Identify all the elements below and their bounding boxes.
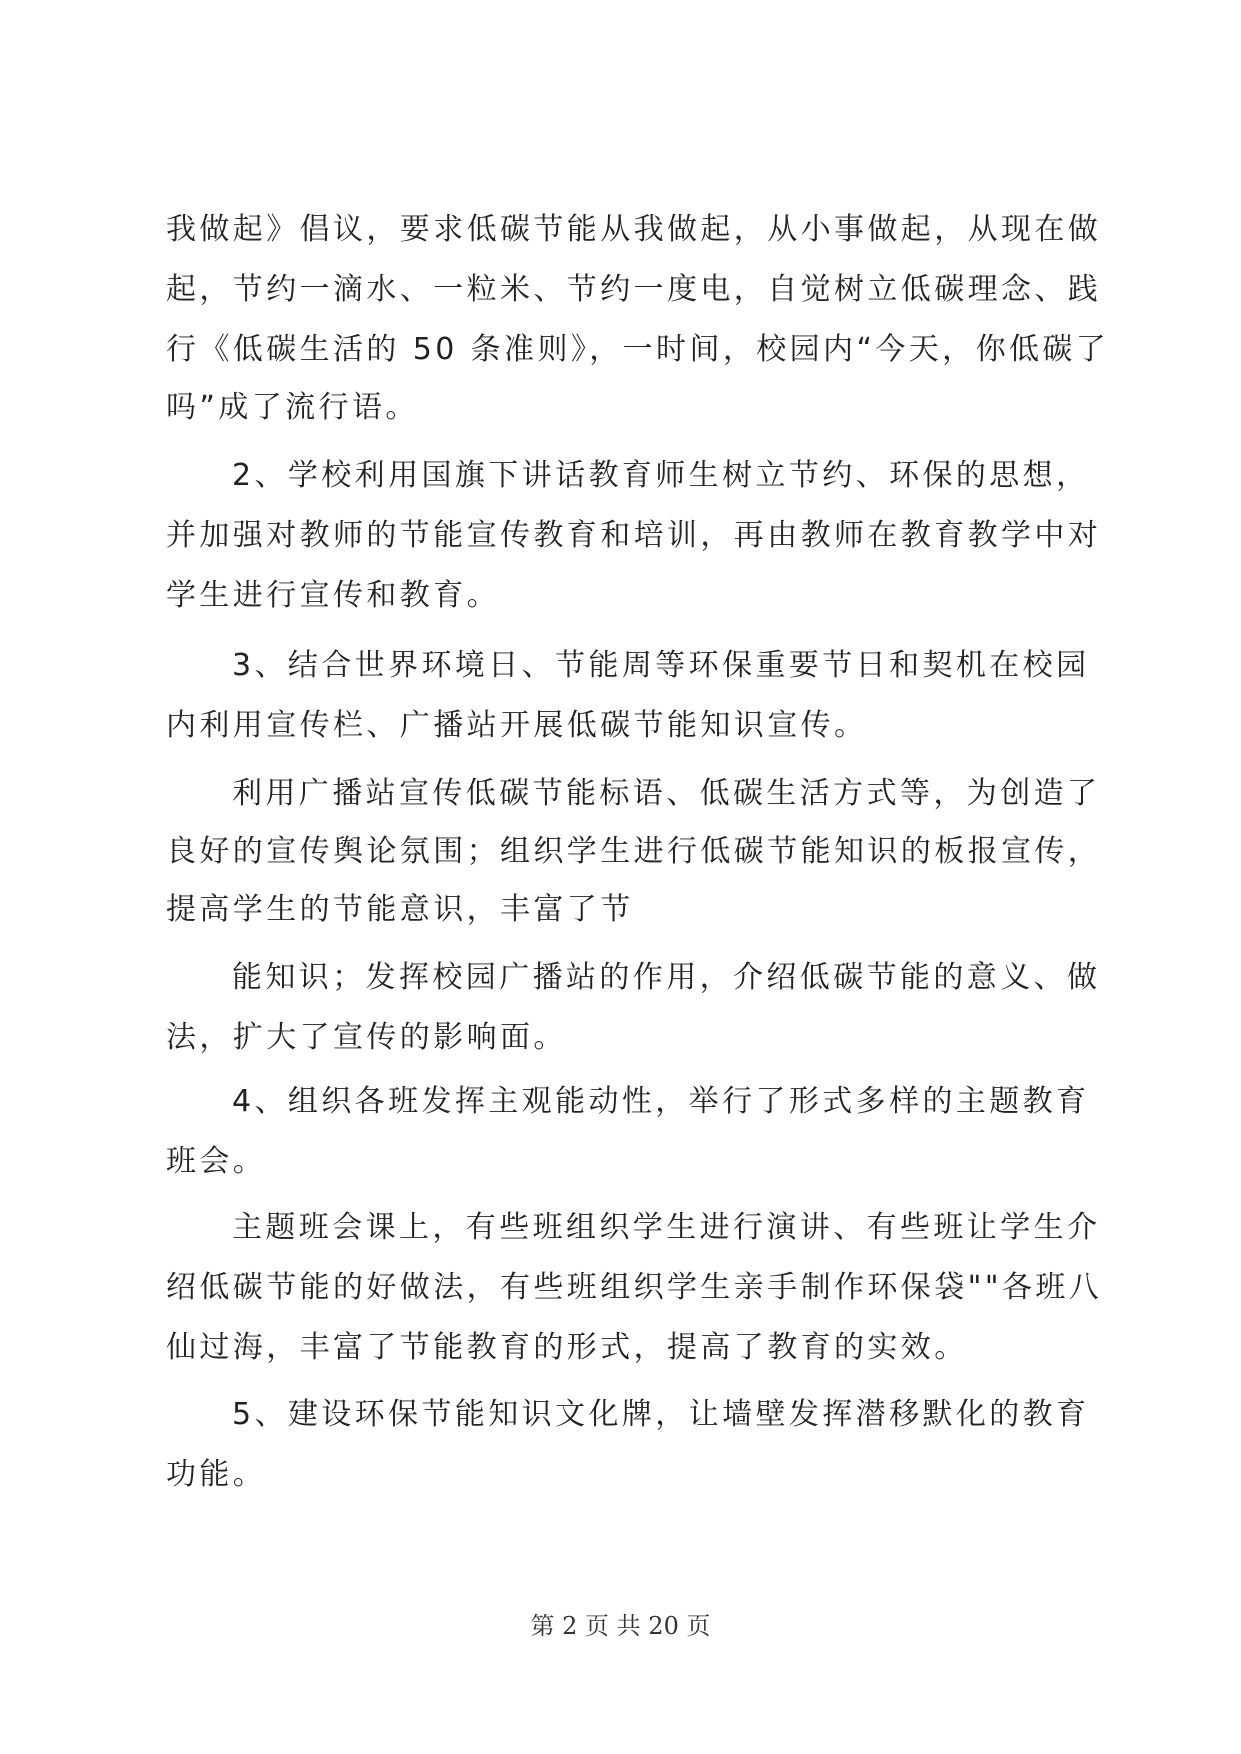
text-line: 良好的宣传舆论氛围；组织学生进行低碳节能知识的板报宣传， xyxy=(166,834,1102,869)
text-line: 学生进行宣传和教育。 xyxy=(166,578,500,613)
paragraph-5-start: 5、建设环保节能知识文化牌，让墙壁发挥潜移默化的教育 xyxy=(232,1397,1090,1432)
text-line: 提高学生的节能意识，丰富了节 xyxy=(166,892,634,927)
text-line: 法，扩大了宣传的影响面。 xyxy=(166,1020,567,1055)
page-number-footer: 第 2 页 共 20 页 xyxy=(530,1612,711,1640)
text-line: 吗”成了流行语。 xyxy=(166,390,419,425)
text-line: 起，节约一滴水、一粒米、节约一度电，自觉树立低碳理念、践 xyxy=(166,272,1102,307)
text-line: 我做起》倡议，要求低碳节能从我做起，从小事做起，从现在做 xyxy=(166,212,1102,247)
text-line: 仙过海，丰富了节能教育的形式，提高了教育的实效。 xyxy=(166,1330,968,1365)
paragraph-broadcast-start: 利用广播站宣传低碳节能标语、低碳生活方式等，为创造了 xyxy=(232,776,1101,811)
text-line: 内利用宣传栏、广播站开展低碳节能知识宣传。 xyxy=(166,708,868,743)
text-line: 并加强对教师的节能宣传教育和培训，再由教师在教育教学中对 xyxy=(166,518,1102,553)
text-line: 班会。 xyxy=(166,1144,267,1179)
paragraph-2-start: 2、学校利用国旗下讲话教育师生树立节约、环保的思想， xyxy=(232,458,1090,493)
paragraph-4-start: 4、组织各班发挥主观能动性，举行了形式多样的主题教育 xyxy=(232,1084,1090,1119)
paragraph-knowledge-start: 能知识；发挥校园广播站的作用，介绍低碳节能的意义、做 xyxy=(232,960,1101,995)
text-line: 绍低碳节能的好做法，有些班组织学生亲手制作环保袋""各班八 xyxy=(166,1270,1103,1305)
paragraph-3-start: 3、结合世界环境日、节能周等环保重要节日和契机在校园 xyxy=(232,648,1090,683)
text-line: 行《低碳生活的 50 条准则》，一时间，校园内“今天，你低碳了 xyxy=(166,332,1110,367)
paragraph-classmeeting-start: 主题班会课上，有些班组织学生进行演讲、有些班让学生介 xyxy=(232,1210,1101,1245)
text-line: 功能。 xyxy=(166,1457,267,1492)
